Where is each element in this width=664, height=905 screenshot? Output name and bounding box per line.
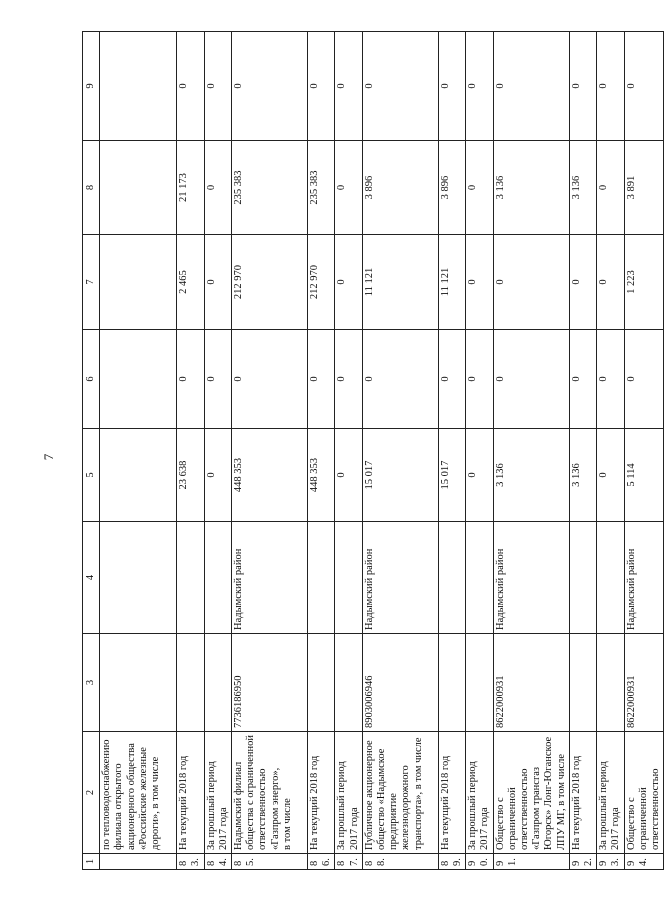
row-col9-cell: 0 (362, 32, 438, 141)
header-cell: 1 (83, 854, 100, 870)
continuation-district-cell (100, 522, 177, 634)
row-col9-cell: 0 (177, 32, 204, 141)
page-number: 7 (41, 453, 56, 461)
continuation-number-cell (100, 854, 177, 870)
row-inn-cell: 8903006946 (362, 634, 438, 732)
row-district-cell: Надымский район (493, 522, 569, 634)
row-name-line: Общество с ограниченной (494, 787, 518, 850)
header-cell: 6 (83, 330, 100, 429)
continuation-col7-cell (100, 235, 177, 330)
row-col9-cell: 0 (493, 32, 569, 141)
row-name-cell (493, 732, 569, 854)
row-col7-cell: 0 (335, 235, 362, 330)
row-name-line: 2017 года (217, 807, 229, 850)
row-name-line: За прошлый период (598, 761, 610, 850)
table-body (83, 32, 664, 870)
header-cell: 7 (83, 235, 100, 330)
row-col8-cell: 3 891 (624, 141, 664, 235)
row-name-line: Югорск» Лонг-Юганское (543, 736, 555, 850)
header-cell: 9 (83, 32, 100, 141)
row-col9-cell: 0 (308, 32, 335, 141)
row-col5-cell: 3 136 (493, 429, 569, 522)
row-name-line: общества с ограниченной (245, 735, 257, 850)
header-cell: 3 (83, 634, 100, 732)
row-col5-cell: 23 638 (177, 429, 204, 522)
row-name-cell (335, 732, 362, 854)
row-name-line: 2017 года (348, 807, 360, 850)
row-inn-cell (466, 634, 493, 732)
row-col7-cell: 0 (466, 235, 493, 330)
row-col5-cell: 0 (466, 429, 493, 522)
header-cell: 5 (83, 429, 100, 522)
row-inn-cell (597, 634, 624, 732)
row-col7-cell: 0 (569, 235, 596, 330)
row-name-line: 2017 года (479, 807, 491, 850)
row-name-cell (308, 732, 335, 854)
data-table (82, 31, 664, 870)
row-inn-cell (308, 634, 335, 732)
continuation-line: акционерного общества (125, 743, 137, 850)
row-name-line: ЛПУ МГ, в том числе (555, 753, 567, 850)
row-name-line: ответственностью (257, 768, 269, 850)
row-name-line: «Газпром трансгаз (531, 766, 543, 850)
row-name-line: На текущий 2018 год (439, 755, 451, 850)
row-name-line: общество «Надымское (376, 748, 388, 850)
row-col8-cell: 3 896 (362, 141, 438, 235)
row-col6-cell: 0 (177, 330, 204, 429)
row-col9-cell: 0 (466, 32, 493, 141)
row-district-cell (569, 522, 596, 634)
row-district-cell (466, 522, 493, 634)
row-name-cell (204, 732, 231, 854)
row-col6-cell: 0 (493, 330, 569, 429)
row-col7-cell: 212 970 (232, 235, 308, 330)
table-row (438, 32, 465, 870)
row-district-cell: Надымский район (232, 522, 308, 634)
row-inn-cell: 7736186950 (232, 634, 308, 732)
row-district-cell (204, 522, 231, 634)
row-number-cell: 89. (438, 854, 465, 870)
row-col9-cell: 0 (204, 32, 231, 141)
row-inn-cell: 8622000931 (624, 634, 664, 732)
row-name-line: ответственностью (519, 768, 531, 850)
row-number-cell: 90. (466, 854, 493, 870)
row-name-line: Надымский филиал (233, 761, 245, 850)
row-name-line: За прошлый период (336, 761, 348, 850)
row-inn-cell: 8622000931 (493, 634, 569, 732)
row-col5-cell: 448 353 (308, 429, 335, 522)
row-col7-cell: 2 465 (177, 235, 204, 330)
row-name-cell (438, 732, 465, 854)
row-col9-cell: 0 (569, 32, 596, 141)
row-number-cell: 88. (362, 854, 438, 870)
header-cell: 4 (83, 522, 100, 634)
row-name-cell (232, 732, 308, 854)
row-inn-cell (438, 634, 465, 732)
row-col8-cell: 3 896 (438, 141, 465, 235)
table-row (493, 32, 569, 870)
continuation-row (100, 32, 177, 870)
row-name-line: За прошлый период (205, 761, 217, 850)
row-col8-cell: 0 (597, 141, 624, 235)
row-inn-cell (569, 634, 596, 732)
row-number-cell: 91. (493, 854, 569, 870)
row-number-cell: 93. (597, 854, 624, 870)
row-col9-cell: 0 (335, 32, 362, 141)
row-name-cell (362, 732, 438, 854)
row-col5-cell: 0 (204, 429, 231, 522)
row-number-cell: 86. (308, 854, 335, 870)
row-district-cell (177, 522, 204, 634)
row-col6-cell: 0 (308, 330, 335, 429)
continuation-col9-cell (100, 32, 177, 141)
continuation-name-cell (100, 732, 177, 854)
row-name-cell (597, 732, 624, 854)
row-col6-cell: 0 (232, 330, 308, 429)
row-col6-cell: 0 (624, 330, 664, 429)
row-name-cell (624, 732, 664, 854)
row-name-line: Общество с ограниченной (625, 787, 649, 850)
row-district-cell (597, 522, 624, 634)
row-col5-cell: 15 017 (362, 429, 438, 522)
row-col9-cell: 0 (624, 32, 664, 141)
table-row (466, 32, 493, 870)
row-col8-cell: 0 (204, 141, 231, 235)
row-number-cell: 84. (204, 854, 231, 870)
continuation-col5-cell (100, 429, 177, 522)
row-district-cell: Надымский район (624, 522, 664, 634)
row-district-cell: Надымский район (362, 522, 438, 634)
row-name-line: 2017 года (610, 807, 622, 850)
continuation-inn-cell (100, 634, 177, 732)
row-col8-cell: 3 136 (493, 141, 569, 235)
row-name-line: предприятие (388, 793, 400, 850)
table-row (362, 32, 438, 870)
row-col5-cell: 0 (335, 429, 362, 522)
row-name-cell (466, 732, 493, 854)
table-row (308, 32, 335, 870)
row-number-cell: 92. (569, 854, 596, 870)
table-row (177, 32, 204, 870)
row-name-cell (177, 732, 204, 854)
row-col6-cell: 0 (466, 330, 493, 429)
continuation-line: филиала открытого (113, 763, 125, 850)
row-col9-cell: 0 (597, 32, 624, 141)
row-col6-cell: 0 (204, 330, 231, 429)
row-district-cell (335, 522, 362, 634)
rotated-table-wrapper (82, 32, 662, 870)
table-row (232, 32, 308, 870)
row-name-cell (569, 732, 596, 854)
table-sheet (82, 32, 662, 870)
row-number-cell: 94. (624, 854, 664, 870)
row-col7-cell: 1 223 (624, 235, 664, 330)
row-district-cell (308, 522, 335, 634)
row-col8-cell: 0 (466, 141, 493, 235)
row-name-line: в том числе (281, 798, 293, 850)
row-col6-cell: 0 (335, 330, 362, 429)
continuation-line: дороги», в том числе (150, 756, 162, 850)
header-cell: 2 (83, 732, 100, 854)
row-name-line: «Газпром энерго», (269, 767, 281, 850)
row-name-line: На текущий 2018 год (178, 755, 190, 850)
row-name-line: железнодорожного (400, 765, 412, 850)
row-col5-cell: 3 136 (569, 429, 596, 522)
row-name-line: ответственностью (650, 768, 662, 850)
row-col6-cell: 0 (569, 330, 596, 429)
row-name-line: На текущий 2018 год (570, 755, 582, 850)
header-cell: 8 (83, 141, 100, 235)
row-number-cell: 83. (177, 854, 204, 870)
row-inn-cell (177, 634, 204, 732)
row-col8-cell: 235 383 (232, 141, 308, 235)
row-name-line: Публичное акционерное (363, 740, 375, 850)
row-col6-cell: 0 (362, 330, 438, 429)
row-col6-cell: 0 (438, 330, 465, 429)
row-col7-cell: 0 (204, 235, 231, 330)
row-district-cell (438, 522, 465, 634)
row-col8-cell: 235 383 (308, 141, 335, 235)
row-col5-cell: 5 114 (624, 429, 664, 522)
row-name-line: На текущий 2018 год (309, 755, 321, 850)
continuation-line: «Российские железные (137, 747, 149, 850)
row-col8-cell: 0 (335, 141, 362, 235)
row-col7-cell: 11 121 (362, 235, 438, 330)
table-row (597, 32, 624, 870)
table-row (569, 32, 596, 870)
row-inn-cell (335, 634, 362, 732)
table-row (335, 32, 362, 870)
continuation-line: по тепловодоснабжению (101, 739, 113, 850)
row-name-line: За прошлый период (467, 761, 479, 850)
row-col7-cell: 0 (597, 235, 624, 330)
row-col5-cell: 0 (597, 429, 624, 522)
row-col6-cell: 0 (597, 330, 624, 429)
row-col8-cell: 3 136 (569, 141, 596, 235)
row-col7-cell: 212 970 (308, 235, 335, 330)
row-number-cell: 85. (232, 854, 308, 870)
row-inn-cell (204, 634, 231, 732)
header-row (83, 32, 100, 870)
row-col8-cell: 21 173 (177, 141, 204, 235)
row-col5-cell: 448 353 (232, 429, 308, 522)
continuation-col6-cell (100, 330, 177, 429)
row-col7-cell: 0 (493, 235, 569, 330)
row-name-line: транспорта», в том числе (412, 737, 424, 850)
table-row (624, 32, 664, 870)
row-col7-cell: 11 121 (438, 235, 465, 330)
row-col9-cell: 0 (232, 32, 308, 141)
continuation-col8-cell (100, 141, 177, 235)
row-col9-cell: 0 (438, 32, 465, 141)
row-col5-cell: 15 017 (438, 429, 465, 522)
table-row (204, 32, 231, 870)
row-number-cell: 87. (335, 854, 362, 870)
